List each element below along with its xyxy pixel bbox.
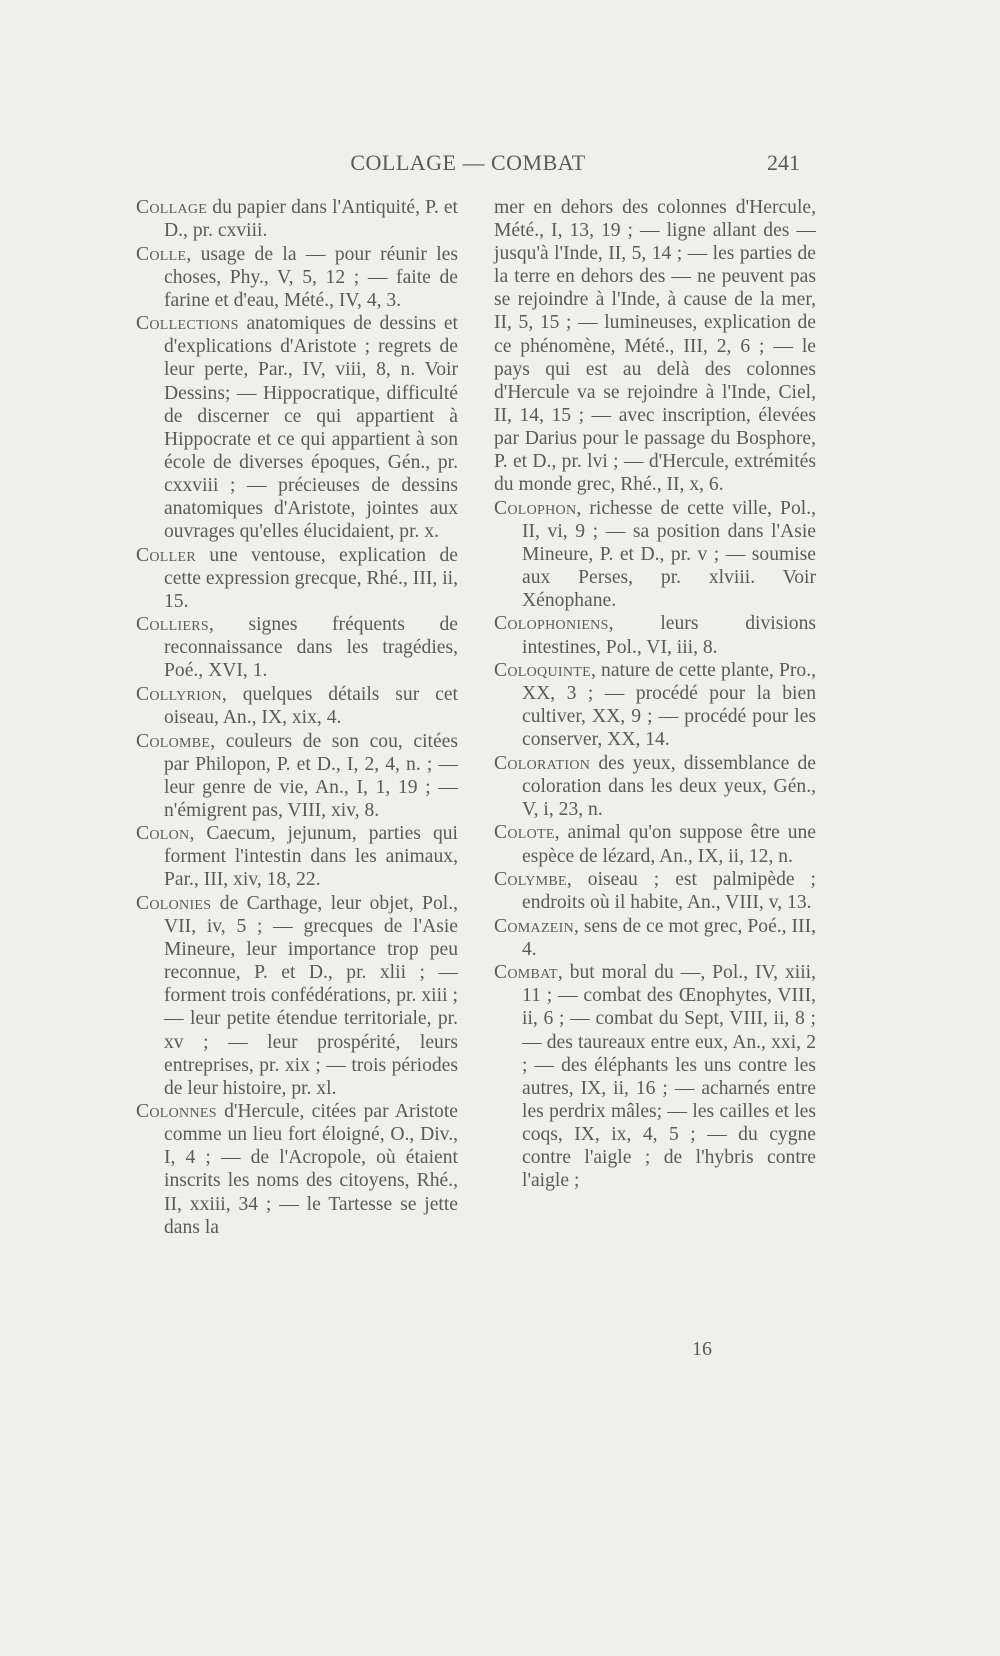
entry-headword: Colophoniens	[494, 613, 609, 635]
entry-headword: Colote	[494, 822, 555, 844]
index-entry	[136, 822, 458, 891]
entry-text: de Carthage, leur objet, Pol., VII, iv, 5 ; — grecques de l'Asie Mineure, leur importance trop peu reconnue, P. et D., pr. xlii ; — forment trois confédérations, pr. xiii ; — leur petite étendue territoriale, pr. xv ; — leur prospérité, leurs entreprises, pr. xix ; — trois périodes de leur histoire, pr. xl.	[164, 892, 458, 1099]
running-header	[136, 150, 800, 180]
index-entry	[136, 544, 458, 613]
entry-headword: Collections	[136, 313, 239, 335]
entry-headword: Combat	[494, 962, 558, 984]
index-entry	[136, 683, 458, 729]
entry-headword: Colliers	[136, 614, 210, 636]
page-number: 241	[767, 150, 800, 175]
entry-headword: Coloration	[494, 752, 591, 774]
index-entry	[136, 730, 458, 822]
entry-headword: Colon	[136, 823, 190, 845]
entry-text: , sens de ce mot grec, Poé., III, 4.	[522, 915, 816, 960]
left-column	[136, 196, 458, 1239]
entry-headword: Collyrion	[136, 683, 222, 705]
entry-text: une ventouse, explication de cette expression grecque, Rhé., III, ii, 15.	[164, 544, 458, 612]
entry-text: , Caecum, jejunum, parties qui forment l'intestin dans les animaux, Par., III, xiv, 18, 22.	[164, 823, 458, 891]
entry-text: des yeux, dissemblance de coloration dans les deux yeux, Gén., V, i, 23, n.	[522, 752, 816, 820]
index-entry	[494, 915, 816, 961]
index-entry	[136, 613, 458, 682]
entry-text: mer en dehors des colonnes d'Hercule, Mété., I, 13, 19 ; — ligne allant des — jusqu'à l'Inde, II, 5, 14 ; — les parties de la terre en dehors des — ne peuvent pas se rejoindre à l'Inde, à cause de la mer, II, 5, 15 ; — lumineuses, explication de ce phénomène, Mété., III, 2, 6 ; — le pays qui est au delà des colonnes d'Hercule va se rejoindre à l'Inde, Ciel, II, 14, 15 ; — avec inscription, élevées par Darius pour le passage du Bosphore, P. et D., pr. lvi ; — d'Hercule, extrémités du monde grec, Rhé., II, x, 6.	[494, 197, 816, 496]
index-entry	[136, 312, 458, 543]
entry-text: , couleurs de son cou, citées par Philopon, P. et D., I, 2, 4, n. ; — leur genre de vie, An., I, 1, 19 ; — n'émigrent pas, VIII, xiv, 8.	[164, 730, 458, 821]
entry-headword: Comazein	[494, 915, 575, 937]
signature-mark: 16	[692, 1338, 712, 1360]
index-entry	[494, 868, 816, 914]
entry-headword: Colymbe	[494, 869, 567, 891]
entry-headword: Colombe	[136, 730, 211, 752]
entry-headword: Colle	[136, 243, 187, 265]
entry-text: , but moral du —, Pol., IV, xiii, 11 ; — combat des Œnophytes, VIII, ii, 6 ; — combat du Sept, VIII, ii, 8 ; — des taureaux entre eux, An., xxi, 2 ; — des éléphants les uns contre les autres, IX, ii, 16 ; — acharnés entre les perdrix mâles; — les cailles et les coqs, IX, ix, 4, 5 ; — du cygne contre l'aigle ; de l'hybris contre l'aigle ;	[522, 962, 816, 1192]
entry-headword: Colonnes	[136, 1101, 217, 1123]
entry-headword: Coller	[136, 544, 196, 566]
entry-text: d'Hercule, citées par Aristote comme un lieu fort éloigné, O., Div., I, 4 ; — de l'Acropole, où étaient inscrits les noms des citoyens, Rhé., II, xxiii, 34 ; — le Tartesse se jette dans la	[164, 1101, 458, 1238]
entry-text: , nature de cette plante, Pro., XX, 3 ; — procédé pour la bien cultiver, XX, 9 ; — procédé pour les conserver, XX, 14.	[522, 660, 816, 751]
index-entry-continuation	[494, 196, 816, 496]
entry-text: , usage de la — pour réunir les choses, Phy., V, 5, 12 ; — faite de farine et d'eau, Mété., IV, 4, 3.	[164, 243, 458, 311]
entry-text: , quelques détails sur cet oiseau, An., IX, xix, 4.	[164, 683, 458, 729]
index-entry	[136, 243, 458, 312]
entry-text: , oiseau ; est palmipède ; endroits où il habite, An., VIII, v, 13.	[522, 869, 816, 914]
entry-headword: Colonies	[136, 892, 212, 914]
entry-headword: Collage	[136, 197, 208, 218]
entry-text: du papier dans l'Antiquité, P. et D., pr. cxviii.	[164, 197, 458, 242]
index-entry	[136, 892, 458, 1100]
entry-text: , animal qu'on suppose être une espèce de lézard, An., IX, ii, 12, n.	[522, 822, 816, 867]
index-entry	[136, 196, 458, 242]
index-entry	[494, 659, 816, 751]
index-entry	[494, 821, 816, 867]
index-entry	[494, 961, 816, 1192]
entry-headword: Coloquinte	[494, 660, 591, 682]
entry-text: , signes fréquents de reconnaissance dans les tragédies, Poé., XVI, 1.	[164, 614, 458, 682]
entry-headword: Colophon	[494, 497, 577, 519]
index-entry	[494, 612, 816, 658]
entry-text: , richesse de cette ville, Pol., II, vi, 9 ; — sa position dans l'Asie Mineure, P. et D., pr. v ; — soumise aux Perses, pr. xlviii. Voir Xénophane.	[522, 497, 816, 611]
entry-text: , leurs divisions intestines, Pol., VI, iii, 8.	[522, 613, 816, 658]
index-entry	[494, 497, 816, 612]
index-entry	[136, 1100, 458, 1239]
entry-text: anatomiques de dessins et d'explications d'Aristote ; regrets de leur perte, Par., IV, viii, 8, n. Voir Dessins; — Hippocratique, difficulté de discerner ce qui appartient à Hippocrate et ce qui appartient à son école de diverses époques, Gén., pr. cxxviii ; — précieuses de dessins anatomiques d'Aristote, jointes aux ouvrages qu'elles élucidaient, pr. x.	[164, 313, 458, 543]
right-column	[494, 196, 816, 1193]
index-entry	[494, 752, 816, 821]
running-title: COLLAGE — COMBAT	[350, 150, 586, 175]
